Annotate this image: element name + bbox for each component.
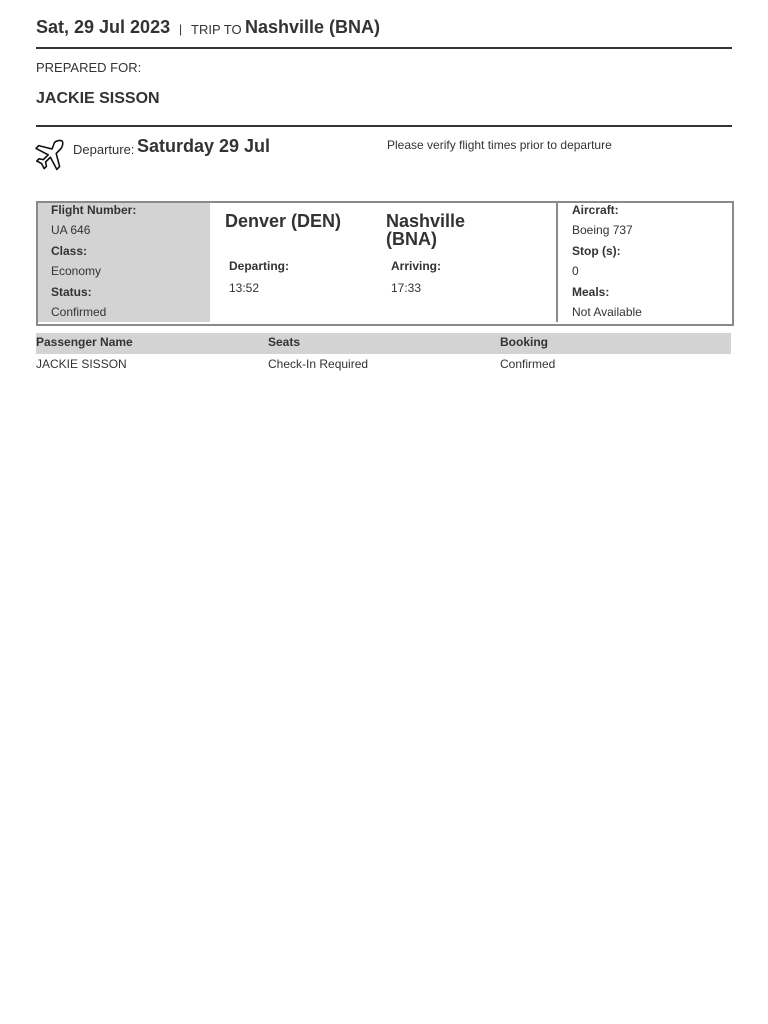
origin-city: Denver (DEN) [225,211,342,231]
airplane-icon [35,139,67,171]
class-label: Class: [51,244,88,258]
trip-destination: Nashville (BNA) [245,17,381,37]
verify-notice: Please verify flight times prior to departure [387,138,612,152]
class-value: Economy [51,264,102,278]
destination-city-line1: Nashville [386,211,466,231]
header-divider [36,47,732,49]
header-separator: | [179,22,183,36]
trip-to-label: TRIP TO [191,22,242,37]
departure-date: Saturday 29 Jul [137,136,271,156]
arriving-label: Arriving: [391,259,442,273]
aircraft-value: Boeing 737 [572,223,633,237]
traveler-name: JACKIE SISSON [36,90,160,107]
arriving-time: 17:33 [391,281,422,295]
meals-value: Not Available [572,305,642,319]
seats-header: Seats [268,335,301,349]
departure-label: Departure: [73,142,135,157]
trip-date: Sat, 29 Jul 2023 [36,17,171,37]
status-value: Confirmed [51,305,107,319]
prepared-for-label: PREPARED FOR: [36,60,142,75]
stops-value: 0 [572,264,579,278]
departing-label: Departing: [229,259,289,273]
booking-cell: Confirmed [500,357,556,371]
aircraft-cell-divider [556,203,558,322]
seats-cell: Check-In Required [268,357,369,371]
passenger-table-header [36,333,731,354]
booking-header: Booking [500,335,548,349]
departing-time: 13:52 [229,281,260,295]
meals-label: Meals: [572,285,610,299]
stops-label: Stop (s): [572,244,621,258]
status-label: Status: [51,285,92,299]
passenger-name-cell: JACKIE SISSON [36,357,127,371]
destination-city-line2: (BNA) [386,229,437,249]
section-divider [36,125,732,127]
flight-number-label: Flight Number: [51,203,137,217]
aircraft-label: Aircraft: [572,203,619,217]
flight-number: UA 646 [51,223,91,237]
passenger-name-header: Passenger Name [36,335,133,349]
